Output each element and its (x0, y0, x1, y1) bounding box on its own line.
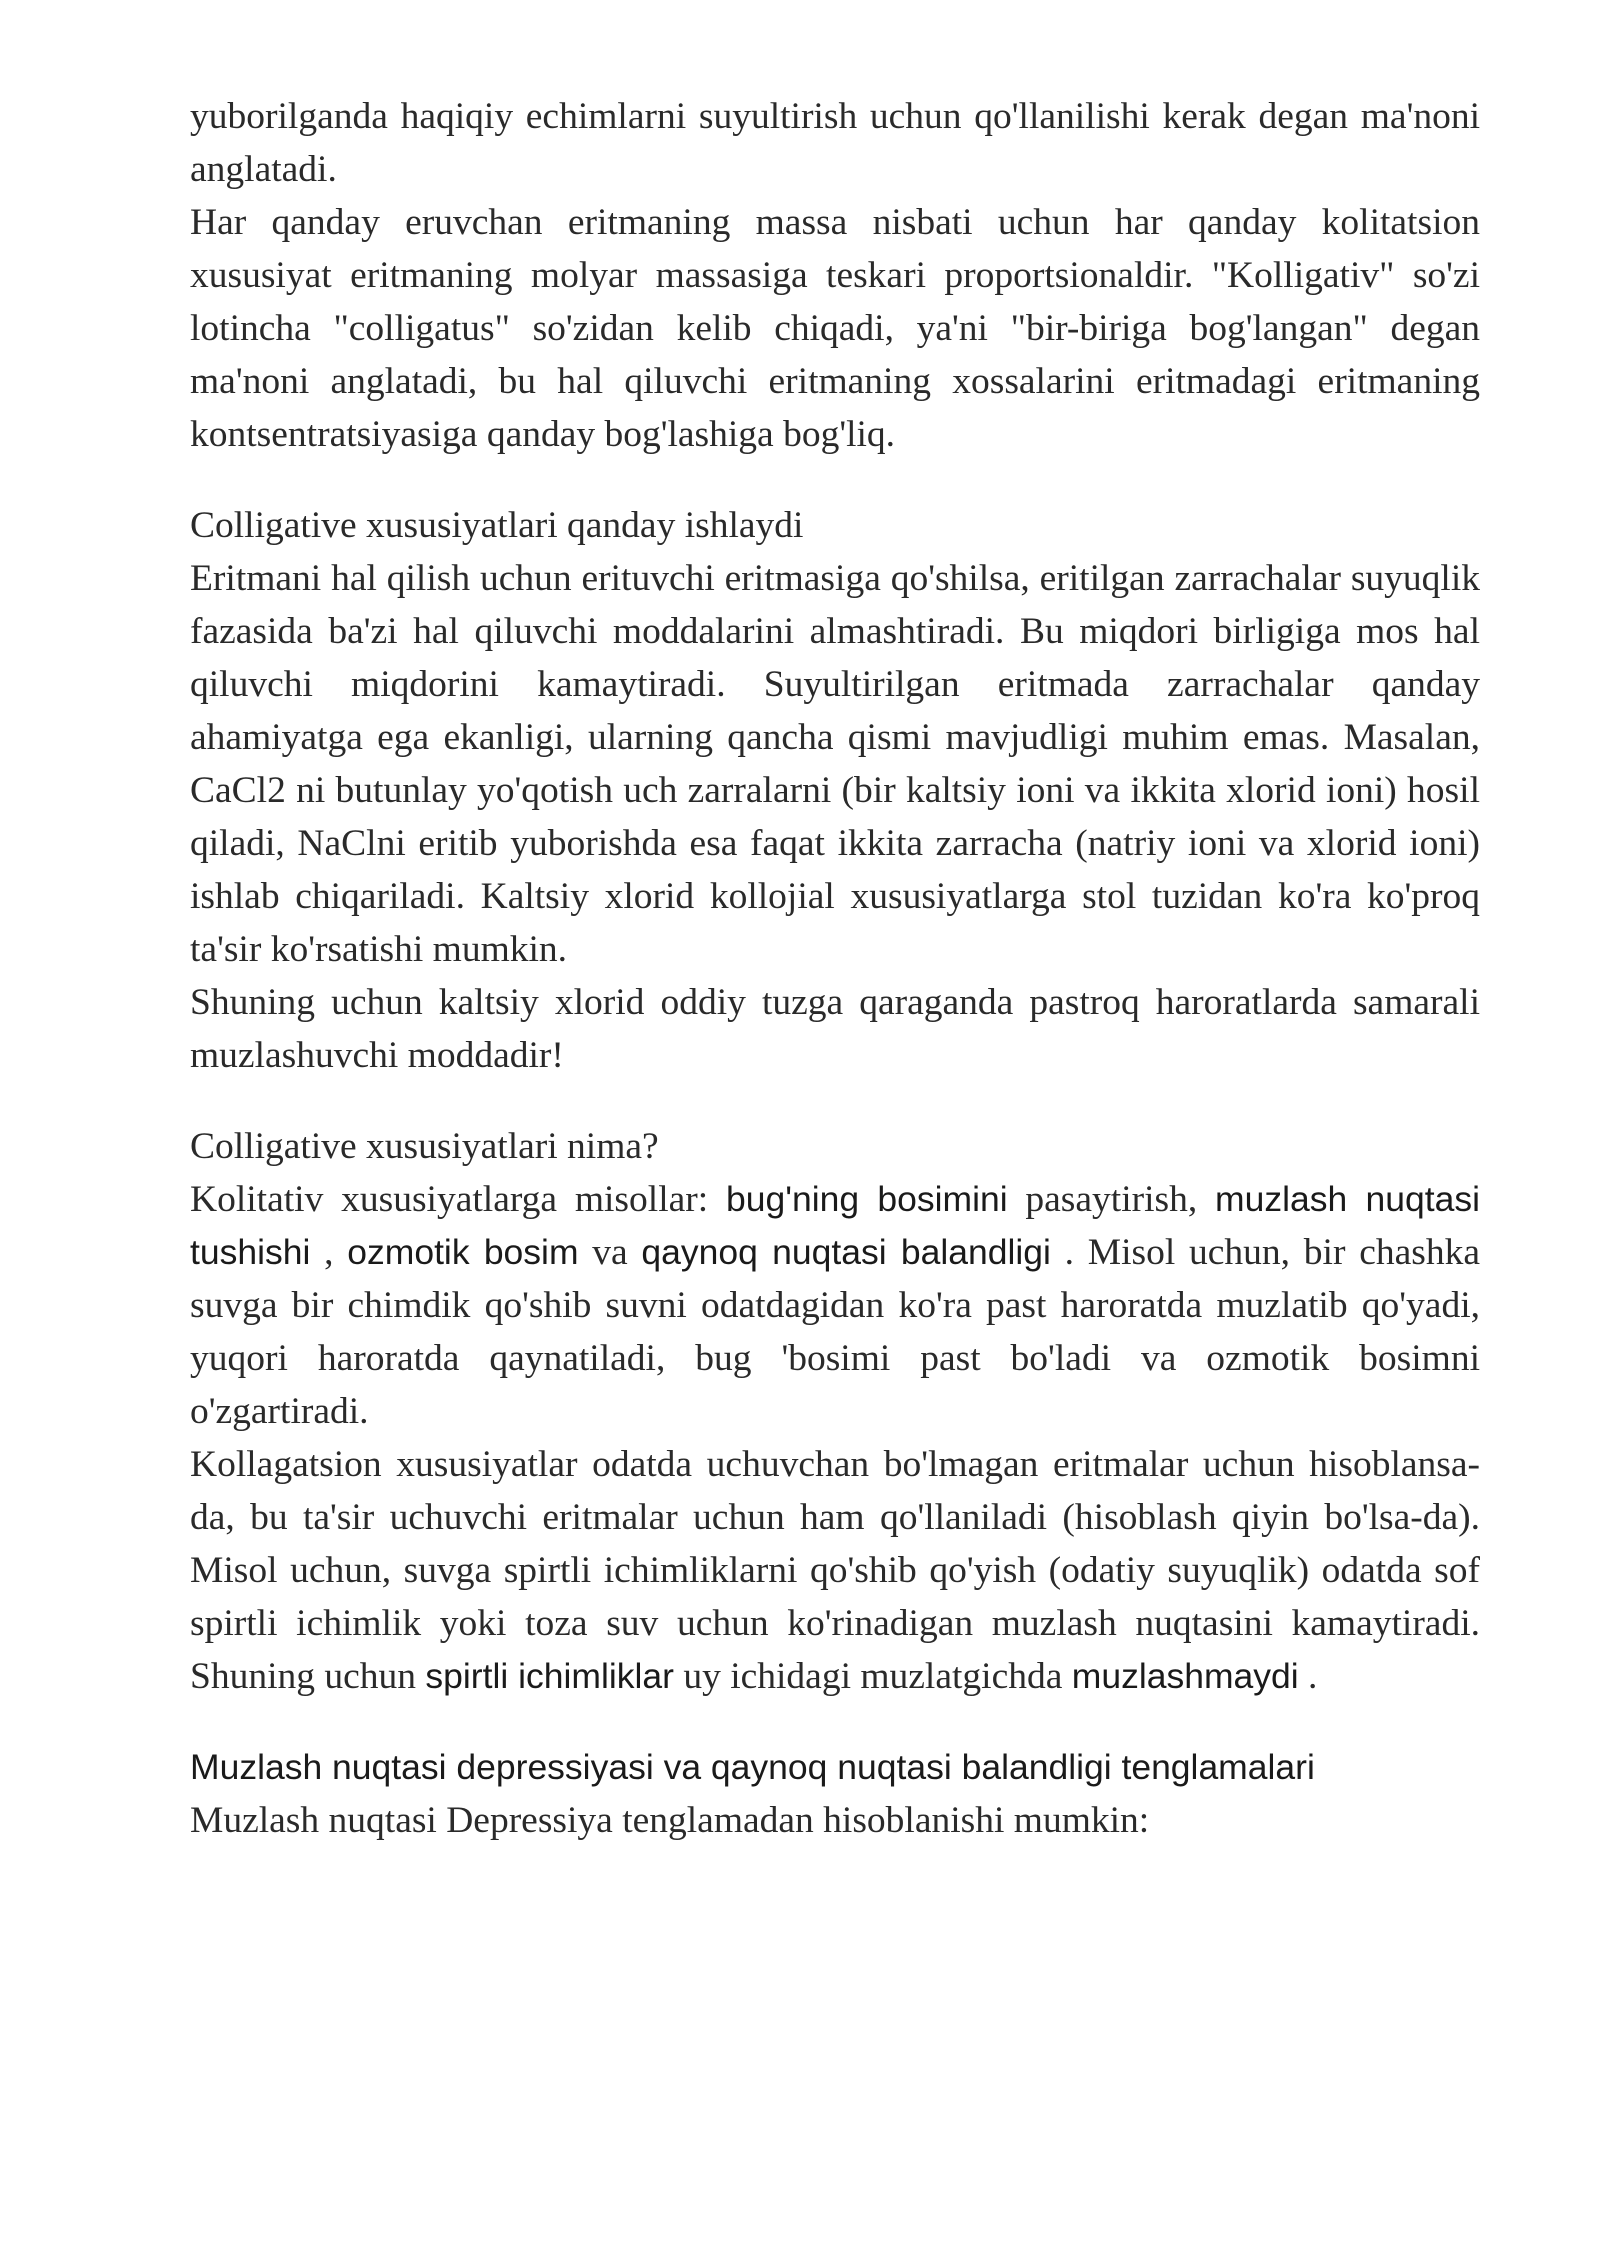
text-run: yuborilganda haqiqiy echimlarni suyultirish uchun qo'llanilishi kerak degan ma'noni anglatadi. (190, 96, 1480, 190)
text-run: Eritmani hal qilish uchun erituvchi eritmasiga qo'shilsa, eritilgan zarrachalar suyuqlik fazasida ba'zi hal qiluvchi moddalarini almashtiradi. Bu miqdori birligiga mos hal qiluvchi miqdorini kamaytiradi. Suyultirilgan eritmada zarrachalar qanday ahamiyatga ega ekanligi, ularning qancha qismi mavjudligi muhim emas. Masalan, CaCl2 ni butunlay yo'qotish uch zarralarni (bir kaltsiy ioni va ikkita xlorid ioni) hosil qiladi, NaClni eritib yuborishda esa faqat ikkita zarracha (natriy ioni va xlorid ioni) ishlab chiqariladi. Kaltsiy xlorid kollojial xususiyatlarga stol tuzidan ko'ra ko'proq ta'sir ko'rsatishi mumkin. (190, 558, 1480, 970)
text-run: Kolitativ xususiyatlarga misollar: (190, 1179, 726, 1220)
paragraph (190, 1794, 1480, 1847)
paragraph (190, 1438, 1480, 1703)
text-run: uy ichidagi muzlatgichda (673, 1656, 1072, 1697)
text-run: . (1298, 1656, 1318, 1697)
paragraph (190, 976, 1480, 1082)
text-run: . Misol uchun, bir chashka suvga bir chimdik qo'shib suvni odatdagidan ko'ra past haroratda muzlatib qo'yadi, yuqori haroratda qaynatiladi, bug 'bosimi past bo'ladi va ozmotik bosimni o'zgartiradi. (190, 1232, 1480, 1432)
link-does-not-freeze[interactable]: muzlashmaydi (1071, 1656, 1299, 1696)
text-run: va (578, 1232, 642, 1273)
paragraph (190, 90, 1480, 196)
text-run: Har qanday eruvchan eritmaning massa nisbati uchun har qanday kolitatsion xususiyat eritmaning molyar massasiga teskari proportsionaldir. "Kolligativ" so'zi lotincha "colligatus" so'zidan kelib chiqadi, ya'ni "bir-biriga bog'langan" degan ma'noni anglatadi, bu hal qiluvchi eritmaning xossalarini eritmadagi eritmaning kontsentratsiyasiga qanday bog'lashiga bog'liq. (190, 202, 1480, 455)
link-freezing-point-depression[interactable]: muzlash nuqtasi tushishi (190, 1179, 1480, 1272)
section-heading: Colligative xususiyatlari qanday ishlaydi (190, 505, 804, 546)
text-run: pasaytirish, (1007, 1179, 1216, 1220)
section-intro (190, 90, 1480, 461)
link-boiling-point-elevation[interactable]: qaynoq nuqtasi balandligi (641, 1232, 1051, 1272)
text-run: , (310, 1232, 348, 1273)
link-vapor-pressure[interactable]: bug'ning bosimini (725, 1179, 1008, 1219)
text-run: Muzlash nuqtasi Depressiya tenglamadan hisoblanishi mumkin: (190, 1800, 1150, 1841)
document-page (190, 90, 1480, 1847)
section-heading: Muzlash nuqtasi depressiyasi va qaynoq nuqtasi balandligi tenglamalari (190, 1747, 1315, 1787)
section-heading: Colligative xususiyatlari nima? (190, 1126, 659, 1167)
text-run: Kollagatsion xususiyatlar odatda uchuvchan bo'lmagan eritmalar uchun hisoblansa-da, bu ta'sir uchuvchi eritmalar uchun ham qo'llaniladi (hisoblash qiyin bo'lsa-da). Misol uchun, suvga spirtli ichimliklarni qo'shib qo'yish (odatiy suyuqlik) odatda sof spirtli ichimlik yoki toza suv uchun ko'rinadigan muzlash nuqtasini kamaytiradi. Shuning uchun (190, 1444, 1480, 1697)
section-equations (190, 1741, 1480, 1847)
link-osmotic-pressure[interactable]: ozmotik bosim (347, 1232, 579, 1272)
section-what-are-they (190, 1120, 1480, 1703)
paragraph (190, 196, 1480, 461)
paragraph (190, 552, 1480, 976)
link-alcoholic-drinks[interactable]: spirtli ichimliklar (425, 1656, 674, 1696)
paragraph (190, 1173, 1480, 1438)
text-run: Shuning uchun kaltsiy xlorid oddiy tuzga qaraganda pastroq haroratlarda samarali muzlashuvchi moddadir! (190, 982, 1480, 1076)
section-how-it-works (190, 499, 1480, 1082)
